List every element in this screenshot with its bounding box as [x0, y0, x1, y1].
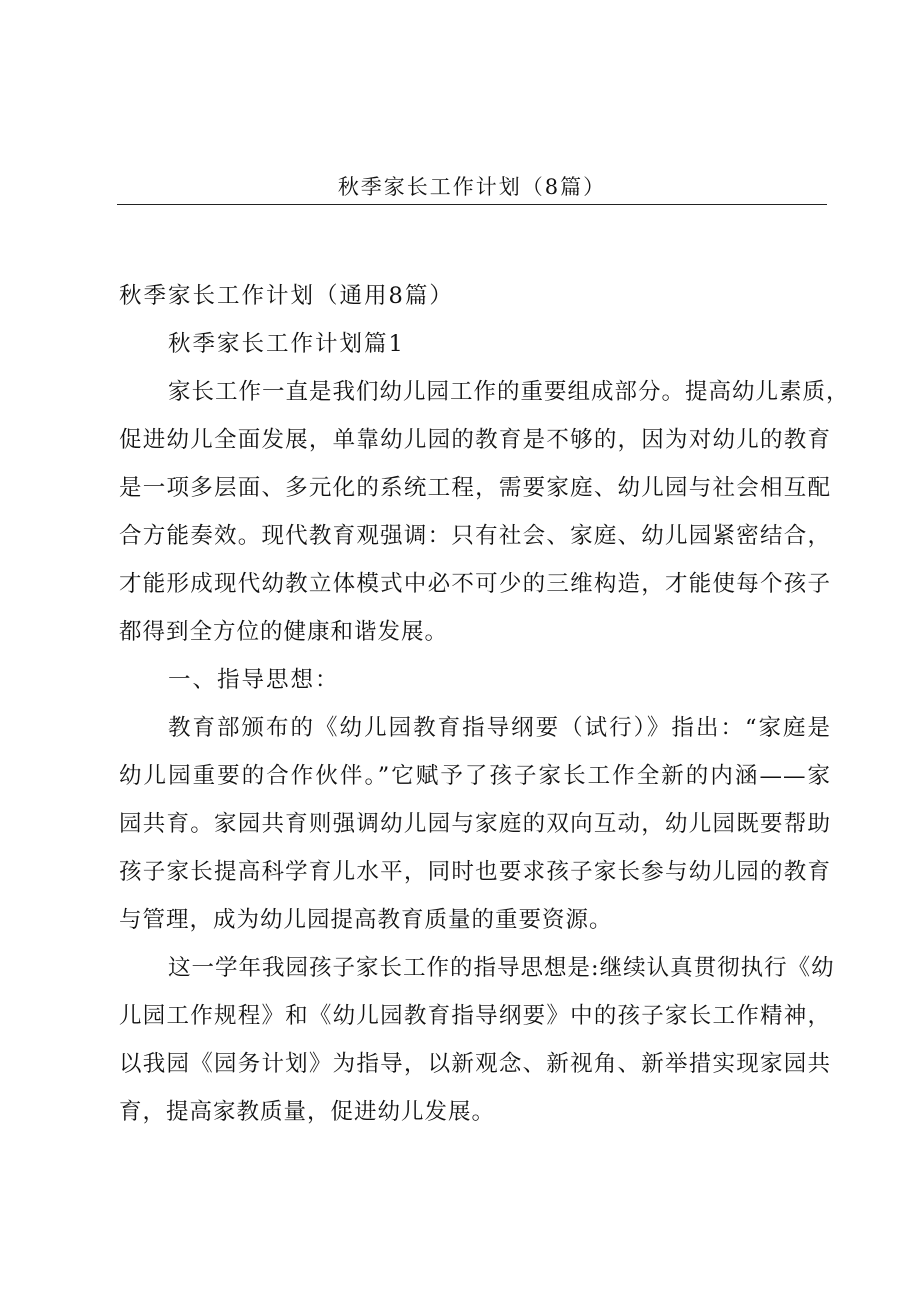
document-title: 秋季家长工作计划（通用8篇）	[119, 283, 454, 309]
paragraph-line: 这一学年我园孩子家长工作的指导思想是:继续认真贯彻执行《幼	[168, 955, 835, 981]
paragraph-line: 都得到全方位的健康和谐发展。	[119, 619, 449, 645]
paragraph-line: 以我园《园务计划》为指导，以新观念、新视角、新举措实现家园共	[119, 1051, 831, 1077]
document-body	[119, 272, 850, 1136]
paragraph-line: 儿园工作规程》和《幼儿园教育指导纲要》中的孩子家长工作精神，	[119, 1003, 831, 1029]
running-header-title: 秋季家长工作计划（8篇）	[337, 175, 607, 199]
paragraph-line: 家长工作一直是我们幼儿园工作的重要组成部分。提高幼儿素质，	[168, 379, 850, 405]
header-divider	[117, 204, 827, 205]
paragraph-line: 才能形成现代幼教立体模式中必不可少的三维构造，才能使每个孩子	[119, 571, 831, 597]
paragraph-line: 教育部颁布的《幼儿园教育指导纲要（试行）》指出：“家庭是	[168, 715, 831, 741]
section-subtitle: 秋季家长工作计划篇1	[168, 331, 405, 357]
paragraph-line: 孩子家长提高科学育儿水平，同时也要求孩子家长参与幼儿园的教育	[119, 859, 831, 885]
paragraph-line: 园共育。家园共育则强调幼儿园与家庭的双向互动，幼儿园既要帮助	[119, 811, 831, 837]
section-heading: 一、指导思想：	[168, 667, 340, 693]
paragraph-line: 与管理，成为幼儿园提高教育质量的重要资源。	[119, 907, 613, 933]
paragraph-line: 促进幼儿全面发展，单靠幼儿园的教育是不够的，因为对幼儿的教育	[119, 427, 831, 453]
paragraph-line: 育，提高家教质量，促进幼儿发展。	[119, 1099, 496, 1125]
paragraph-line: 幼儿园重要的合作伙伴。”它赋予了孩子家长工作全新的内涵——家	[119, 763, 831, 789]
paragraph-line: 是一项多层面、多元化的系统工程，需要家庭、幼儿园与社会相互配	[119, 475, 831, 501]
paragraph-line: 合方能奏效。现代教育观强调：只有社会、家庭、幼儿园紧密结合，	[119, 523, 831, 549]
